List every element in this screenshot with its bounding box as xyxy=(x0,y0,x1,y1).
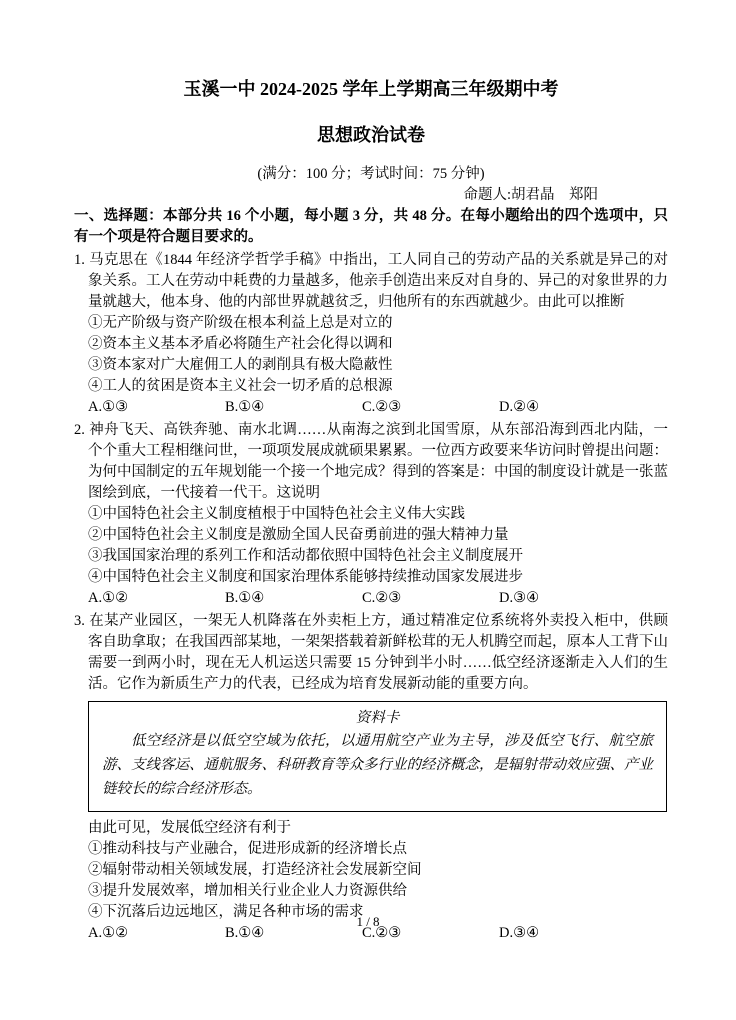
question-1-choice-d: D.②④ xyxy=(499,399,540,415)
question-3-option-4: ④下沉落后边远地区，满足各种市场的需求 xyxy=(88,904,364,920)
exam-subtitle: 思想政治试卷 xyxy=(317,125,425,145)
question-3-text: 在某产业园区，一架无人机降落在外卖柜上方，通过精准定位系统将外卖投入柜中，供顾客自助拿取；在我国西部某地，一架架搭载着新鲜松茸的无人机腾空而起，原本人工背下山需要一到两小时，现在无人机运送只需要 15 分钟到半小时……低空经济逐渐走入人们的生活。它作为新质生产力的代表，已经成为培育发展新动能的重要方向。 xyxy=(88,613,668,692)
question-2-choice-a: A.①② xyxy=(88,590,129,606)
question-1-choice-a: A.①③ xyxy=(88,399,129,415)
page-number: 1 / 8 xyxy=(356,914,380,929)
question-3-option-1: ①推动科技与产业融合，促进形成新的经济增长点 xyxy=(88,841,407,857)
question-2-answer-choices xyxy=(74,588,668,609)
question-2-number: 2. xyxy=(74,422,85,438)
question-1-option-2: ②资本主义基本矛盾必将随生产社会化得以调和 xyxy=(88,336,393,352)
material-card xyxy=(88,701,667,812)
question-1-stem xyxy=(74,250,668,313)
section-intro: 一、选择题：本部分共 16 个小题，每小题 3 分，共 48 分。在每小题给出的四个选项中，只有一个项是符合题目要求的。 xyxy=(74,208,668,245)
question-3-conclusion: 由此可见，发展低空经济有利于 xyxy=(88,820,291,836)
question-1-option-1: ①无产阶级与资产阶级在根本利益上总是对立的 xyxy=(88,315,393,331)
question-3-choice-c: C.②③ xyxy=(362,925,402,941)
question-1 xyxy=(74,250,668,418)
question-2-option-1: ①中国特色社会主义制度植根于中国特色社会主义伟大实践 xyxy=(88,506,465,522)
question-2-option-3: ③我国国家治理的系列工作和活动都依照中国特色社会主义制度展开 xyxy=(88,548,523,564)
question-3-choice-a: A.①② xyxy=(88,925,129,941)
material-card-label: 资料卡 xyxy=(355,710,400,726)
exam-title: 玉溪一中 2024-2025 学年上学期高三年级期中考 xyxy=(183,79,559,99)
question-2-option-4: ④中国特色社会主义制度和国家治理体系能够持续推动国家发展进步 xyxy=(88,569,523,585)
exam-score-time-info: (满分：100 分；考试时间：75 分钟) xyxy=(257,166,485,182)
question-1-choice-c: C.②③ xyxy=(362,399,402,415)
question-3-option-3: ③提升发展效率，增加相关行业企业人力资源供给 xyxy=(88,883,407,899)
question-3-number: 3. xyxy=(74,613,85,629)
question-1-option-3: ③资本家对广大雇佣工人的剥削具有极大隐蔽性 xyxy=(88,357,393,373)
question-2-option-2: ②中国特色社会主义制度是激励全国人民奋勇前进的强大精神力量 xyxy=(88,527,509,543)
question-2 xyxy=(74,420,668,609)
question-2-choice-b: B.①④ xyxy=(225,590,265,606)
question-1-number: 1. xyxy=(74,252,85,268)
exam-authors: 命题人:胡君晶 郑阳 xyxy=(463,187,598,203)
question-1-answer-choices xyxy=(74,397,668,418)
question-1-choice-b: B.①④ xyxy=(225,399,265,415)
question-1-text: 马克思在《1844 年经济学哲学手稿》中指出，工人同自己的劳动产品的关系就是异己的对象关系。工人在劳动中耗费的力量越多，他亲手创造出来反对自身的、异己的对象世界的力量就越大，他本身、他的内部世界就越贫乏，归他所有的东西就越少。由此可以推断 xyxy=(88,252,668,310)
question-1-option-4: ④工人的贫困是资本主义社会一切矛盾的总根源 xyxy=(88,378,393,394)
question-3 xyxy=(74,611,668,944)
question-2-text: 神舟飞天、高铁奔驰、南水北调……从南海之滨到北国雪原，从东部沿海到西北内陆，一个个重大工程相继问世，一项项发展成就硕果累累。一位西方政要来华访问时曾提出问题：为何中国制定的五年规划能一个接一个地完成？得到的答案是：中国的制度设计就是一张蓝图绘到底，一代接着一代干。这说明 xyxy=(88,422,668,501)
question-2-choice-d: D.③④ xyxy=(499,590,540,606)
question-3-choice-d: D.③④ xyxy=(499,925,540,941)
question-3-stem xyxy=(74,611,668,695)
question-2-choice-c: C.②③ xyxy=(362,590,402,606)
question-3-choice-b: B.①④ xyxy=(225,925,265,941)
material-card-text: 低空经济是以低空空域为依托，以通用航空产业为主导，涉及低空飞行、航空旅游、支线客运、通航服务、科研教育等众多行业的经济概念，是辐射带动效应强、产业链较长的综合经济形态。 xyxy=(102,733,653,797)
question-2-stem xyxy=(74,420,668,504)
question-3-option-2: ②辐射带动相关领域发展，打造经济社会发展新空间 xyxy=(88,862,422,878)
